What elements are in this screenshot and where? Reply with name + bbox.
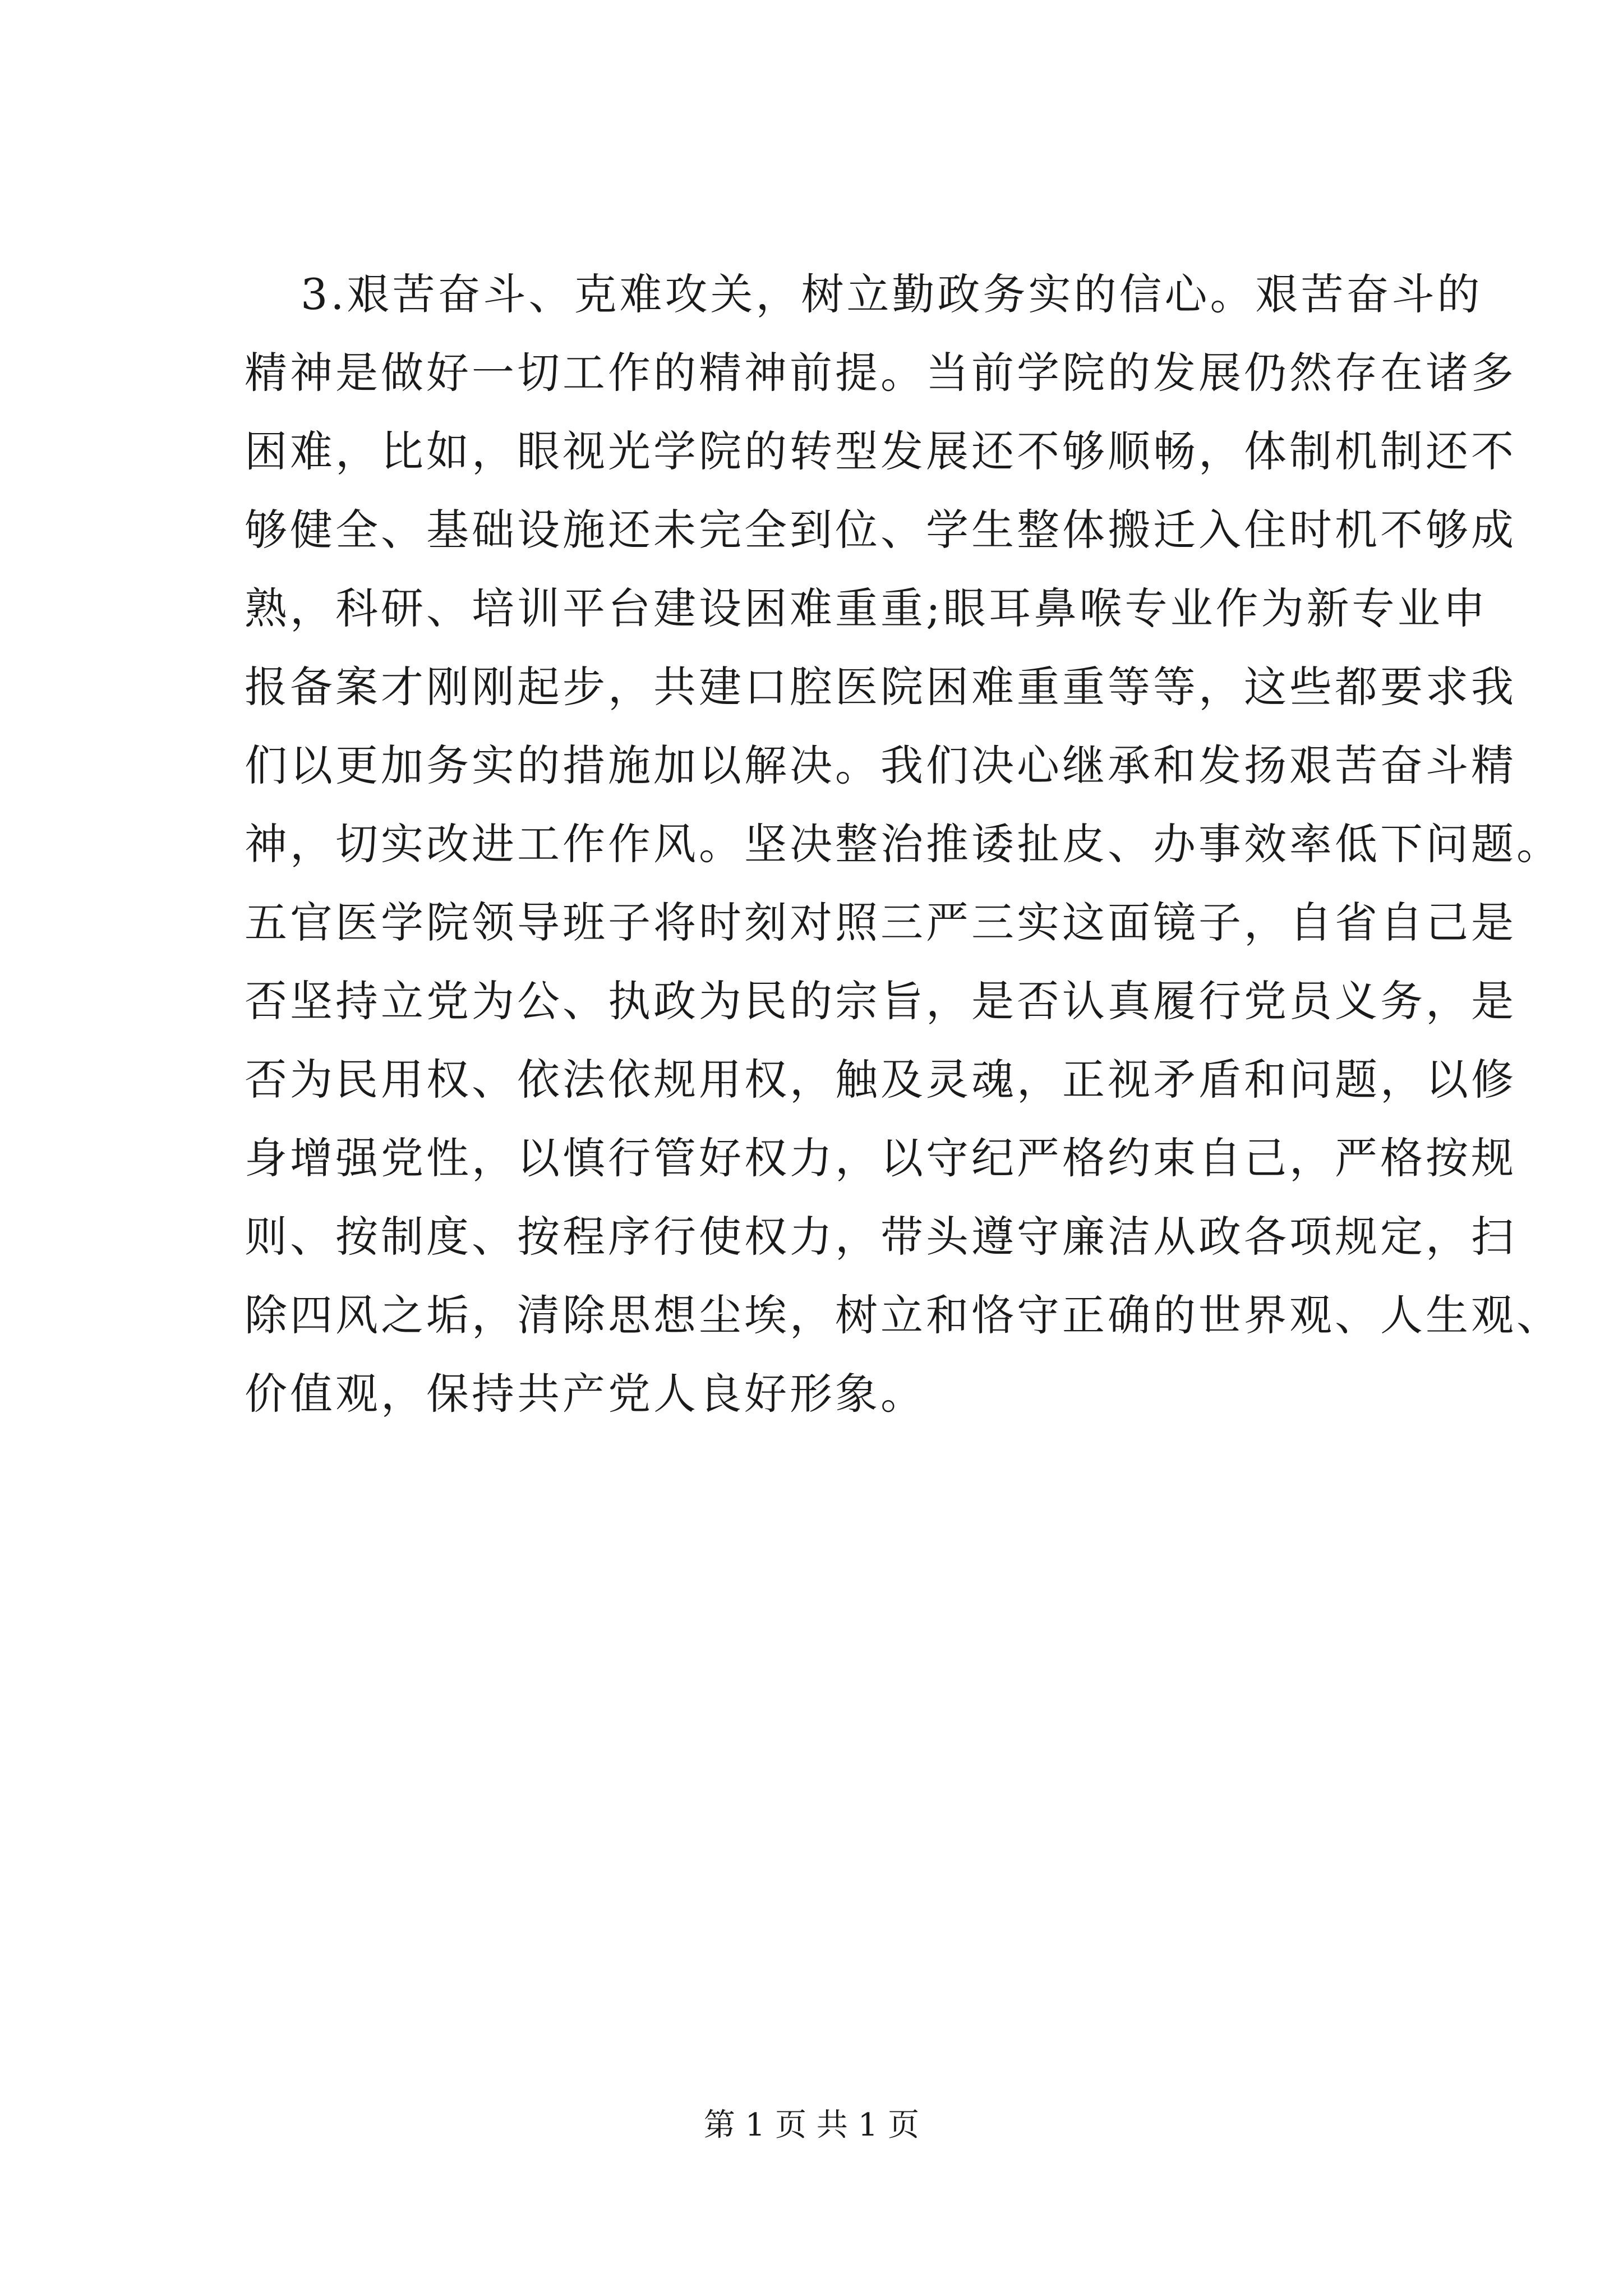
paragraph-line: 身增强党性，以慎行管好权力，以守纪严格约束自己，严格按规 bbox=[245, 1133, 1516, 1183]
paragraph-line: 报备案才刚刚起步，共建口腔医院困难重重等等，这些都要求我 bbox=[245, 662, 1516, 712]
paragraph-line: 困难，比如，眼视光学院的转型发展还不够顺畅，体制机制还不 bbox=[245, 426, 1516, 476]
paragraph-line: 则、按制度、按程序行使权力，带头遵守廉洁从政各项规定，扫 bbox=[245, 1212, 1516, 1262]
page-number-footer: 第 1 页 共 1 页 bbox=[703, 2107, 920, 2143]
paragraph-line: 否为民用权、依法依规用权，触及灵魂，正视矛盾和问题，以修 bbox=[245, 1055, 1516, 1105]
paragraph-line: 熟，科研、培训平台建设困难重重;眼耳鼻喉专业作为新专业申 bbox=[245, 583, 1488, 633]
body-paragraph bbox=[245, 255, 1562, 1433]
paragraph-line: 五官医学院领导班子将时刻对照三严三实这面镜子，自省自己是 bbox=[245, 898, 1516, 947]
paragraph-line: 们以更加务实的措施加以解决。我们决心继承和发扬艰苦奋斗精 bbox=[245, 740, 1516, 790]
paragraph-line: 3.艰苦奋斗、克难攻关，树立勤政务实的信心。艰苦奋斗的 bbox=[301, 269, 1483, 319]
paragraph-line: 价值观，保持共产党人良好形象。 bbox=[245, 1369, 926, 1419]
paragraph-line: 够健全、基础设施还未完全到位、学生整体搬迁入住时机不够成 bbox=[245, 505, 1516, 555]
paragraph-line: 除四风之垢，清除思想尘埃，树立和恪守正确的世界观、人生观、 bbox=[245, 1290, 1562, 1340]
paragraph-line: 精神是做好一切工作的精神前提。当前学院的发展仍然存在诸多 bbox=[245, 348, 1516, 398]
paragraph-line: 神，切实改进工作作风。坚决整治推诿扯皮、办事效率低下问题。 bbox=[245, 819, 1562, 869]
paragraph-line: 否坚持立党为公、执政为民的宗旨，是否认真履行党员义务，是 bbox=[245, 976, 1516, 1026]
